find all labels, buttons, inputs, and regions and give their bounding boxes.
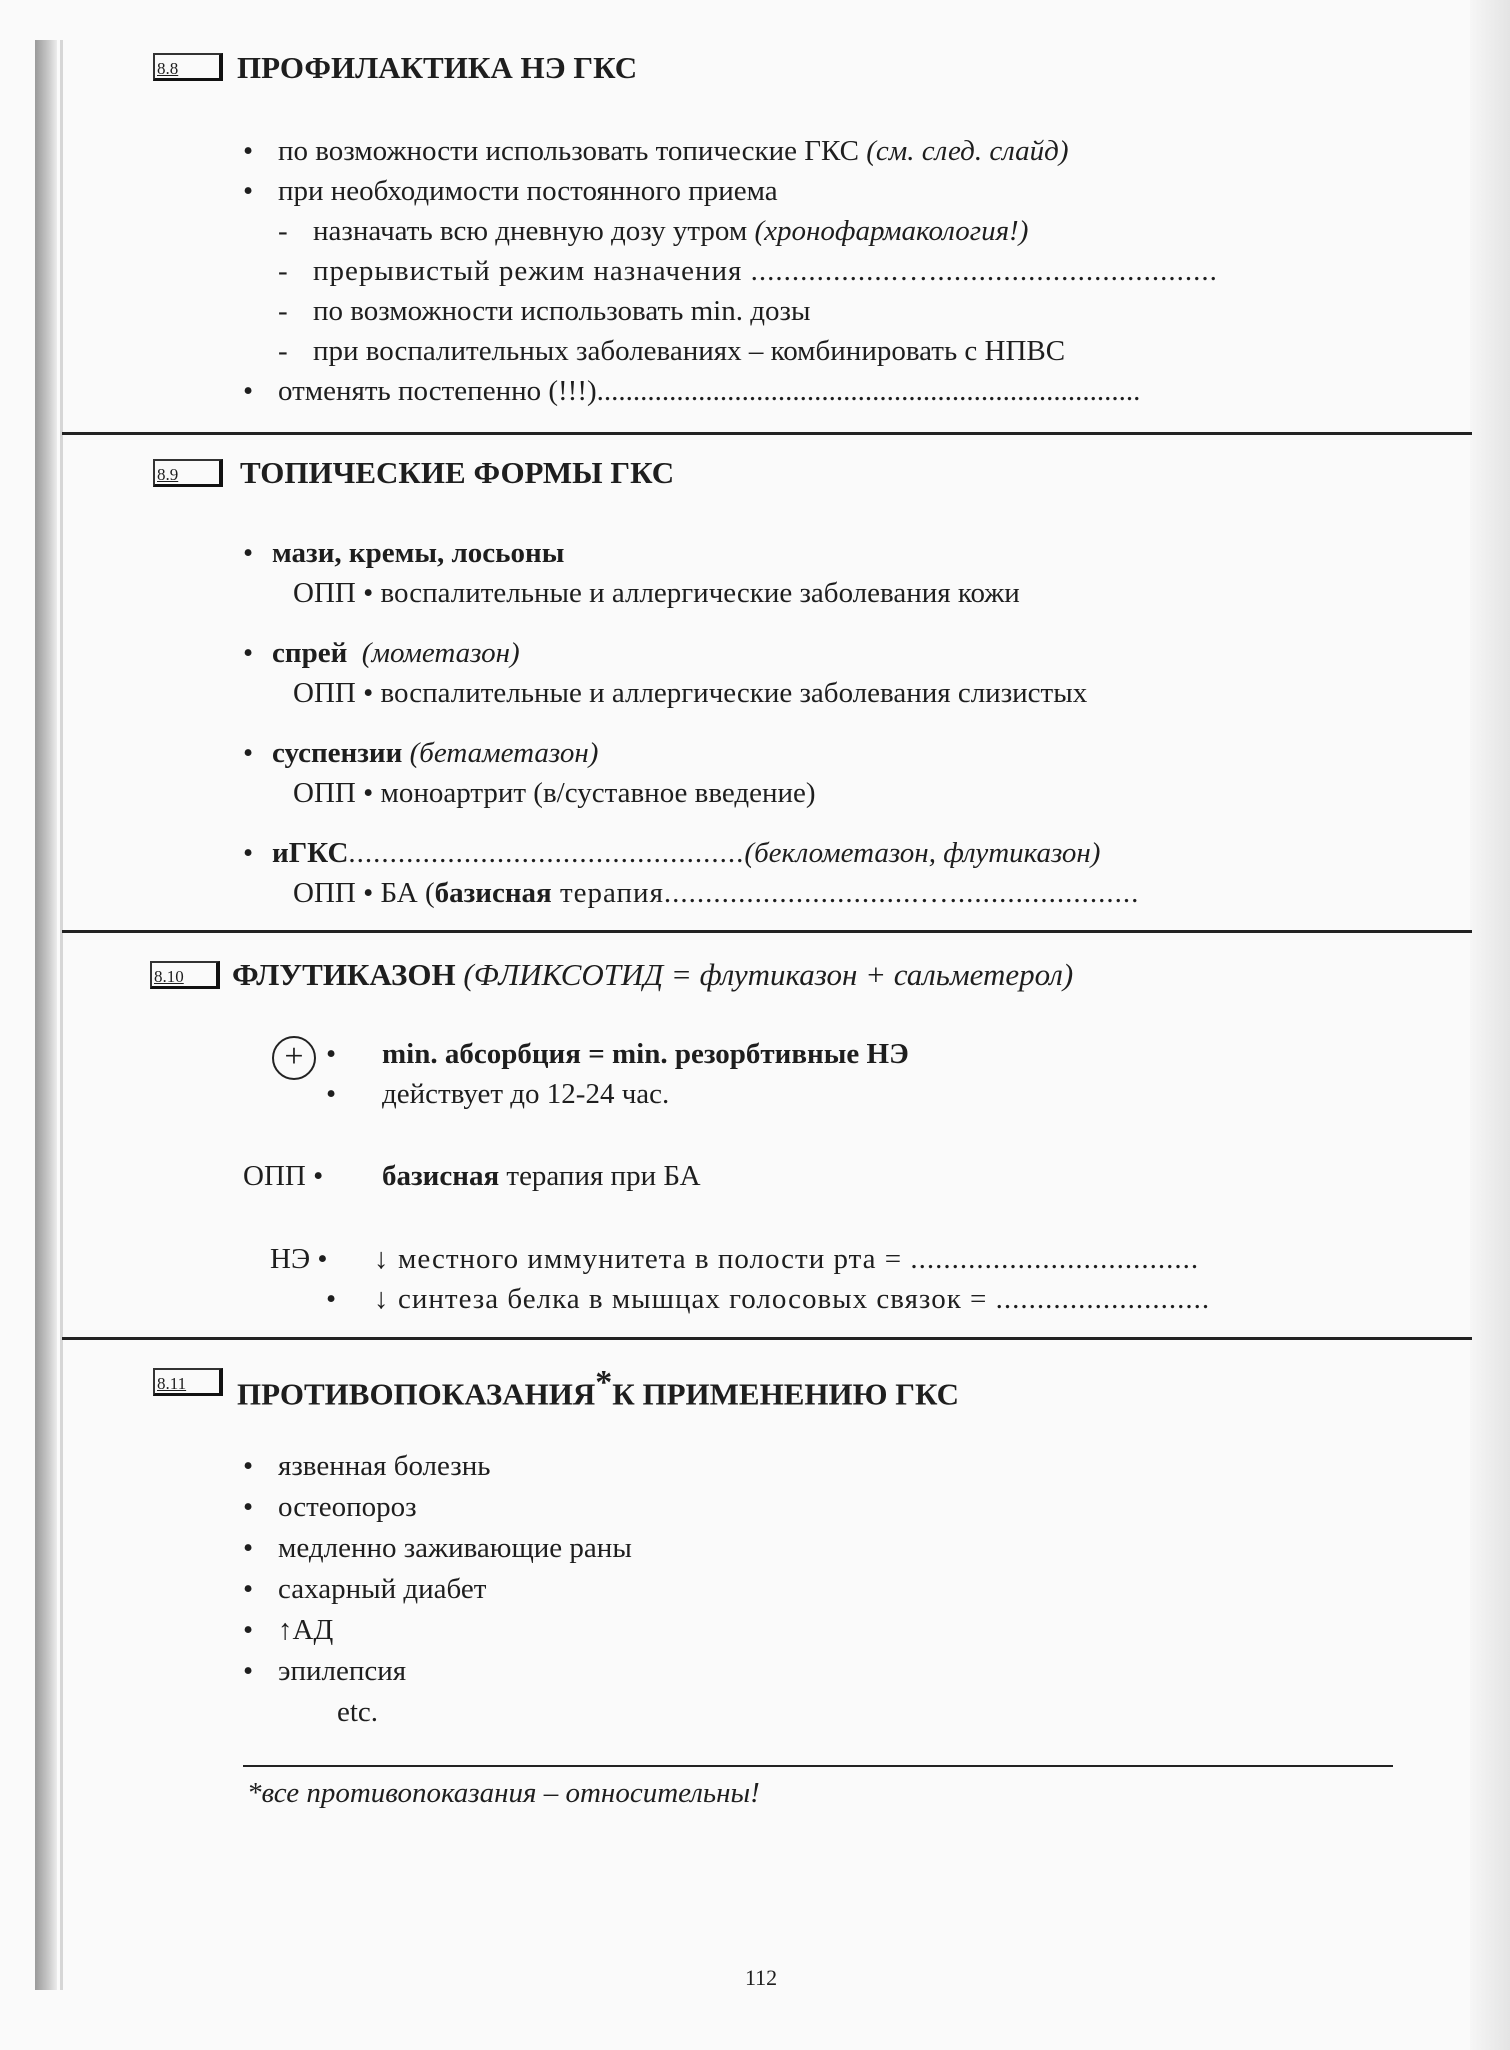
footnote: *все противопоказания – относительны! xyxy=(247,1777,760,1809)
bullet: • xyxy=(243,1491,254,1523)
bullet: • xyxy=(243,837,254,869)
pro-line: min. абсорбция = min. резорбтивные НЭ xyxy=(382,1038,909,1070)
ne-line: местного иммунитета в полости рта = ................................... xyxy=(398,1243,1200,1275)
bullet: • xyxy=(326,1283,337,1315)
pro-line: действует до 12-24 час. xyxy=(382,1078,670,1110)
page-number: 112 xyxy=(745,1965,778,1990)
dash: - xyxy=(278,335,288,367)
bullet: • xyxy=(243,1655,254,1687)
list-item: эпилепсия xyxy=(278,1655,407,1687)
opp-line: базисная терапия при БА xyxy=(382,1160,701,1192)
section-number-badge: 8.8 xyxy=(153,53,223,81)
list-item: мази, кремы, лосьоны xyxy=(272,537,565,569)
down-arrow-icon: ↓ xyxy=(374,1283,389,1315)
section-number-badge: 8.9 xyxy=(153,459,223,487)
plus-circle-icon: + xyxy=(272,1036,316,1080)
list-item: язвенная болезнь xyxy=(278,1450,491,1482)
up-arrow-icon: ↑ xyxy=(278,1614,293,1646)
bullet: • xyxy=(243,1614,254,1646)
opp-label: ОПП • xyxy=(243,1160,324,1192)
bullet: • xyxy=(243,1532,254,1564)
bullet: • xyxy=(243,135,254,167)
section-title: ПРОТИВОПОКАЗАНИЯ*К ПРИМЕНЕНИЮ ГКС xyxy=(237,1364,960,1412)
opp-line: ОПП • воспалительные и аллергические заболевания кожи xyxy=(293,577,1020,609)
sub-item: назначать всю дневную дозу утром (хронофармакология!) xyxy=(313,215,1029,247)
section-divider xyxy=(62,1337,1472,1340)
etc-text: etc. xyxy=(337,1696,379,1728)
section-divider xyxy=(62,432,1472,435)
section-title: ТОПИЧЕСКИЕ ФОРМЫ ГКС xyxy=(240,455,675,490)
bullet: • xyxy=(243,537,254,569)
section-title: ФЛУТИКАЗОН (ФЛИКСОТИД = флутиказон + сальметерол) xyxy=(232,957,1074,992)
dash: - xyxy=(278,215,288,247)
section-title: ПРОФИЛАКТИКА НЭ ГКС xyxy=(237,50,638,85)
bullet: • xyxy=(243,637,254,669)
list-item: ↑АД xyxy=(278,1614,334,1646)
list-item: суспензии (бетаметазон) xyxy=(272,737,599,769)
list-item: спрей (мометазон) xyxy=(272,637,520,669)
section-number-badge: 8.11 xyxy=(153,1368,223,1396)
bullet: • xyxy=(243,1450,254,1482)
list-item: остеопороз xyxy=(278,1491,417,1523)
bullet: • xyxy=(326,1038,337,1070)
list-item: при необходимости постоянного приема xyxy=(278,175,778,207)
dash: - xyxy=(278,255,288,287)
sub-item: по возможности использовать min. дозы xyxy=(313,295,811,327)
list-item: по возможности использовать топические ГКС (см. след. слайд) xyxy=(278,135,1069,167)
opp-line: ОПП • моноартрит (в/суставное введение) xyxy=(293,777,816,809)
book-spine-shadow xyxy=(35,40,57,1990)
opp-line: ОПП • БА (базисная терапия...............................…....................... xyxy=(293,877,1140,909)
bullet: • xyxy=(326,1078,337,1110)
list-item: отменять постепенно (!!!)........................................................................... xyxy=(278,375,1141,407)
list-item: медленно заживающие раны xyxy=(278,1532,632,1564)
book-spine-edge xyxy=(60,40,63,1990)
dash: - xyxy=(278,295,288,327)
list-item: иГКС................................................(беклометазон, флутиказон) xyxy=(272,837,1101,869)
list-item: сахарный диабет xyxy=(278,1573,487,1605)
sub-item: при воспалительных заболеваниях – комбинировать с НПВС xyxy=(313,335,1066,367)
ne-label: НЭ • xyxy=(270,1243,328,1275)
bullet: • xyxy=(243,175,254,207)
page-edge-shadow xyxy=(1470,0,1510,2050)
footnote-rule xyxy=(243,1765,1393,1767)
down-arrow-icon: ↓ xyxy=(374,1243,389,1275)
section-number-badge: 8.10 xyxy=(150,961,220,989)
section-divider xyxy=(62,930,1472,933)
ne-line: синтеза белка в мышцах голосовых связок = .......................... xyxy=(398,1283,1211,1315)
bullet: • xyxy=(243,1573,254,1605)
bullet: • xyxy=(243,375,254,407)
sub-item: прерывистый режим назначения ..................…................................... xyxy=(313,255,1218,287)
bullet: • xyxy=(243,737,254,769)
opp-line: ОПП • воспалительные и аллергические заболевания слизистых xyxy=(293,677,1088,709)
